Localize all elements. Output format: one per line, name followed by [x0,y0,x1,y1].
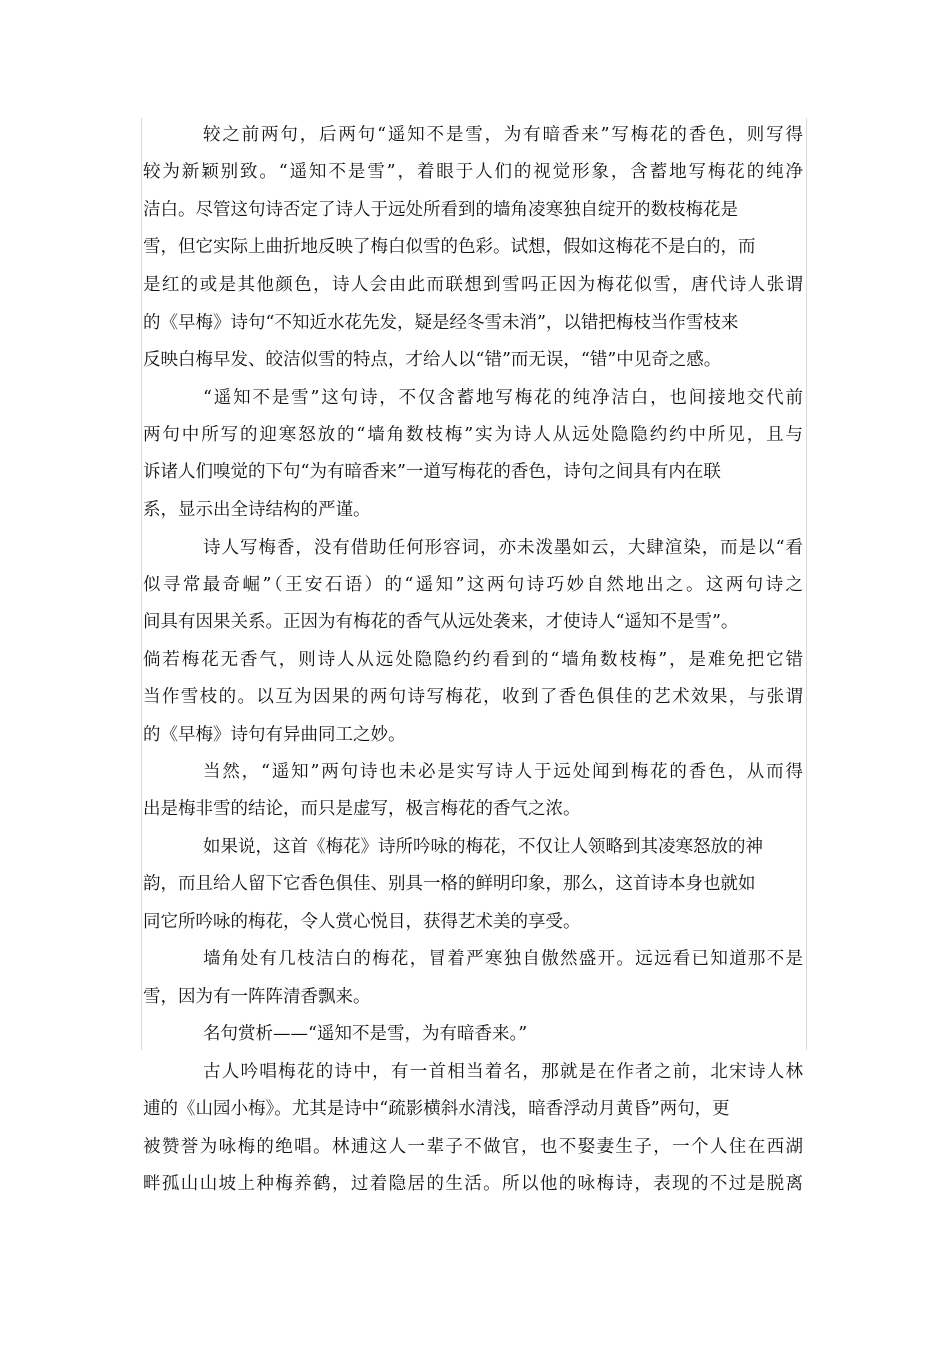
text-line: 系，显示出全诗结构的严谨。 [143,500,371,520]
text-line: 反映白梅早发、皎洁似雪的特点，才给人以“错”而无误，“错”中见奇之感。 [143,350,722,370]
text-line: 的《早梅》诗句有异曲同工之妙。 [143,725,406,745]
text-line: 是红的或是其他颜色，诗人会由此而联想到雪吗正因为梅花似雪，唐代诗人张谓 [143,275,803,295]
text-line: 较为新颖别致。“遥知不是雪”，着眼于人们的视觉形象，含蓄地写梅花的纯净 [143,162,803,182]
text-line: 间具有因果关系。正因为有梅花的香气从远处袭来，才使诗人“遥知不是雪”。 [143,612,739,632]
page-frame-right-border [806,118,807,1050]
text-line: 墙角处有几枝洁白的梅花，冒着严寒独自傲然盛开。远远看已知道那不是 [203,949,803,969]
text-line: 畔孤山山坡上种梅养鹤，过着隐居的生活。所以他的咏梅诗，表现的不过是脱离 [143,1174,803,1194]
text-line: 诗人写梅香，没有借助任何形容词，亦未泼墨如云，大肆渲染，而是以“看 [203,538,803,558]
text-line: 同它所吟咏的梅花，令人赏心悦目，获得艺术美的享受。 [143,912,581,932]
text-line: 似寻常最奇崛”（王安石语）的“遥知”这两句诗巧妙自然地出之。这两句诗之 [143,575,803,595]
text-line: 的《早梅》诗句“不知近水花先发，疑是经冬雪未消”，以错把梅枝当作雪枝来 [143,313,739,333]
text-line: 当作雪枝的。以互为因果的两句诗写梅花，收到了香色俱佳的艺术效果，与张谓 [143,687,803,707]
text-line: “遥知不是雪”这句诗，不仅含蓄地写梅花的纯净洁白，也间接地交代前 [203,388,803,408]
text-line: 被赞誉为咏梅的绝唱。林逋这人一辈子不做官，也不娶妻生子，一个人住在西湖 [143,1137,803,1157]
text-line: 较之前两句，后两句“遥知不是雪，为有暗香来”写梅花的香色，则写得 [203,125,803,145]
text-line: 韵，而且给人留下它香色俱佳、别具一格的鲜明印象，那么，这首诗本身也就如 [143,874,756,894]
text-line: 雪，但它实际上曲折地反映了梅白似雪的色彩。试想，假如这梅花不是白的，而 [143,237,756,257]
text-line: 出是梅非雪的结论，而只是虚写，极言梅花的香气之浓。 [143,799,581,819]
text-line: 洁白。尽管这句诗否定了诗人于远处所看到的墙角凌寒独自绽开的数枝梅花是 [143,200,738,220]
text-line: 两句中所写的迎寒怒放的“墙角数枝梅”实为诗人从远处隐隐约约中所见，且与 [143,425,803,445]
text-line: 逋的《山园小梅》。尤其是诗中“疏影横斜水清浅，暗香浮动月黄昏”两句，更 [143,1099,730,1119]
text-line: 雪，因为有一阵阵清香飘来。 [143,987,371,1007]
text-line: 倘若梅花无香气，则诗人从远处隐隐约约看到的“墙角数枝梅”，是难免把它错 [143,650,803,670]
text-line: 古人吟唱梅花的诗中，有一首相当着名，那就是在作者之前，北宋诗人林 [203,1062,803,1082]
text-line: 诉诸人们嗅觉的下句“为有暗香来”一道写梅花的香色，诗句之间具有内在联 [143,462,721,482]
text-line: 当然，“遥知”两句诗也未必是实写诗人于远处闻到梅花的香色，从而得 [203,762,803,782]
section-heading: 名句赏析——“遥知不是雪，为有暗香来。” [203,1024,528,1044]
page-frame-left-border [141,118,142,1050]
text-line: 如果说，这首《梅花》诗所吟咏的梅花，不仅让人领略到其凌寒怒放的神 [203,837,763,857]
